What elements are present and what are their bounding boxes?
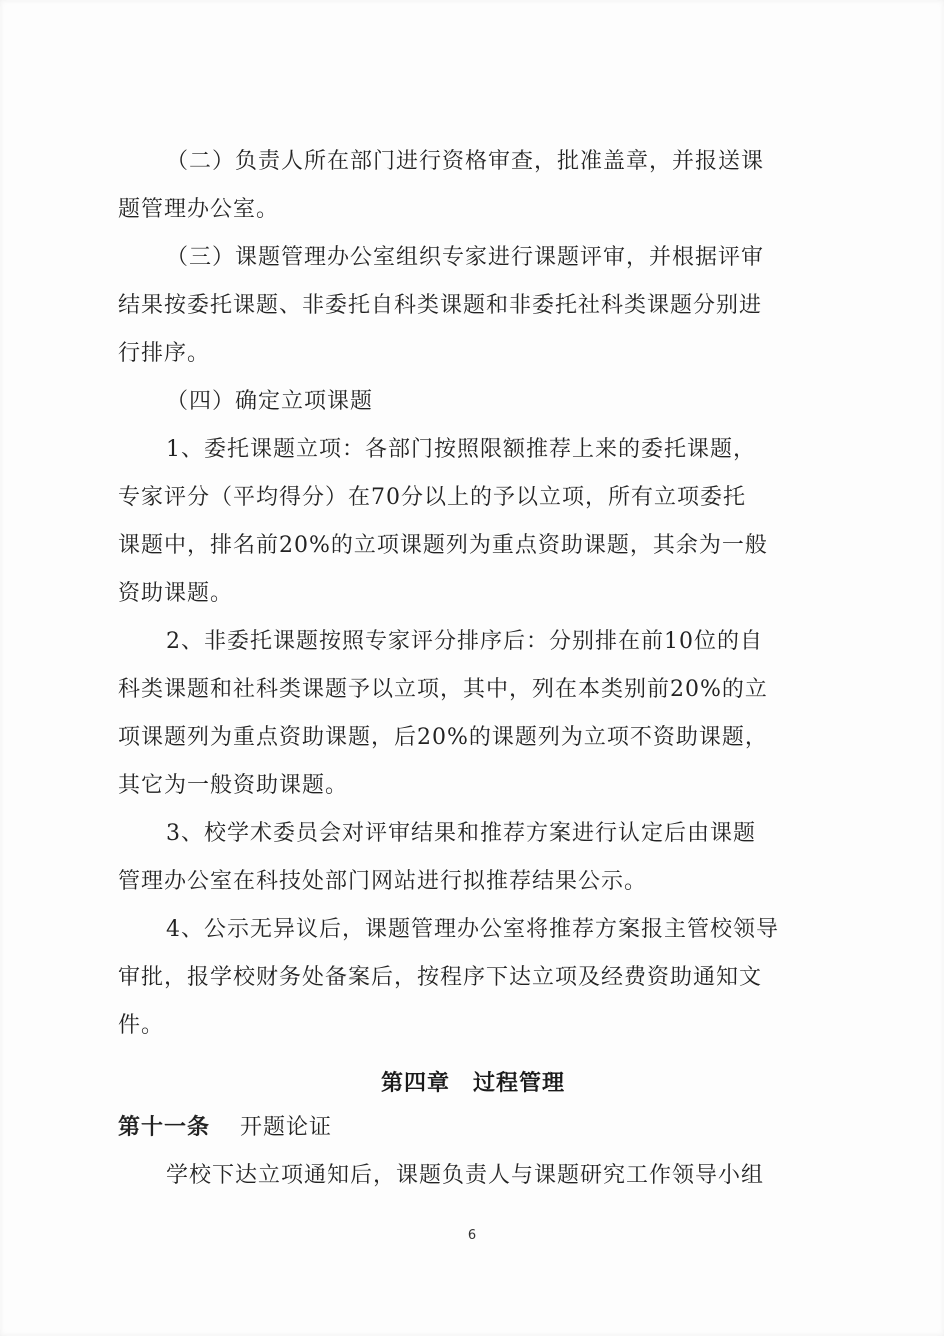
paragraph-commissioned-projects bbox=[118, 426, 828, 618]
text-line: 资助课题。 bbox=[118, 581, 234, 606]
text-line: （二）负责人所在部门进行资格审查，批准盖章，并报送课 bbox=[166, 149, 765, 174]
document-body bbox=[118, 138, 828, 1200]
paragraph-determine-projects bbox=[118, 378, 828, 426]
chapter-heading: 第四章 过程管理 bbox=[380, 1071, 565, 1096]
text-line: 题管理办公室。 bbox=[118, 197, 280, 222]
article-title: 开题论证 bbox=[240, 1115, 333, 1140]
text-line: （四）确定立项课题 bbox=[166, 389, 374, 414]
paragraph-non-commissioned-projects bbox=[118, 618, 828, 810]
text-line: 4、公示无异议后，课题管理办公室将推荐方案报主管校领导 bbox=[166, 917, 779, 942]
text-line: 件。 bbox=[118, 1013, 165, 1038]
page-number: 6 bbox=[467, 1228, 477, 1243]
paragraph-committee-confirmation bbox=[118, 810, 828, 906]
text-line: 管理办公室在科技处部门网站进行拟推荐结果公示。 bbox=[118, 869, 648, 894]
paragraph-approval bbox=[118, 906, 828, 1050]
text-line: 1、委托课题立项：各部门按照限额推荐上来的委托课题， bbox=[166, 437, 756, 462]
text-line: 2、非委托课题按照专家评分排序后：分别排在前10位的自 bbox=[166, 629, 763, 654]
paragraph-expert-review bbox=[118, 234, 828, 378]
text-line: 结果按委托课题、非委托自科类课题和非委托社科类课题分别进 bbox=[118, 293, 763, 318]
text-line: 3、校学术委员会对评审结果和推荐方案进行认定后由课题 bbox=[166, 821, 756, 846]
text-line: 行排序。 bbox=[118, 341, 211, 366]
text-line: 科类课题和社科类课题予以立项，其中，列在本类别前20%的立 bbox=[118, 677, 768, 702]
article-heading bbox=[118, 1108, 828, 1152]
text-line: 专家评分（平均得分）在70分以上的予以立项，所有立项委托 bbox=[118, 485, 746, 510]
text-line: 学校下达立项通知后，课题负责人与课题研究工作领导小组 bbox=[166, 1163, 765, 1188]
paragraph-opening-review bbox=[118, 1152, 828, 1200]
text-line: 项课题列为重点资助课题，后20%的课题列为立项不资助课题， bbox=[118, 725, 768, 750]
paragraph-department-review bbox=[118, 138, 828, 234]
text-line: 其它为一般资助课题。 bbox=[118, 773, 349, 798]
text-line: （三）课题管理办公室组织专家进行课题评审，并根据评审 bbox=[166, 245, 765, 270]
text-line: 审批，报学校财务处备案后，按程序下达立项及经费资助通知文 bbox=[118, 965, 763, 990]
article-label: 第十一条 bbox=[118, 1115, 211, 1140]
text-line: 课题中，排名前20%的立项课题列为重点资助课题，其余为一般 bbox=[118, 533, 768, 558]
